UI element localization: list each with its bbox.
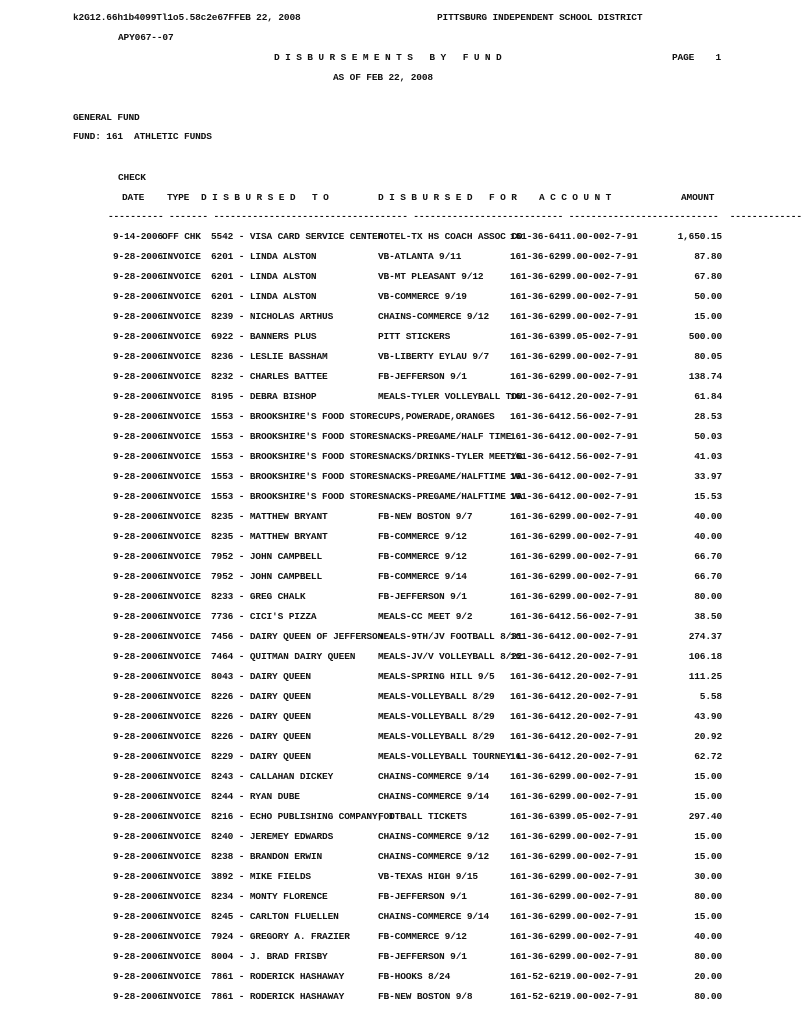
row-type: INVOICE [162, 851, 201, 862]
row-date: 9-28-2006 [113, 991, 163, 1002]
row-disbursed-to: 8244 - RYAN DUBE [211, 791, 300, 802]
row-disbursed-for: FB-COMMERCE 9/12 [378, 931, 467, 942]
row-account: 161-36-6299.00-002-7-91 [510, 271, 638, 282]
row-account: 161-36-6299.00-002-7-91 [510, 891, 638, 902]
row-date: 9-28-2006 [113, 631, 163, 642]
row-date: 9-14-2006 [113, 231, 163, 242]
row-date: 9-28-2006 [113, 751, 163, 762]
row-amount: 15.53 [694, 491, 722, 502]
row-amount: 50.03 [694, 431, 722, 442]
row-account: 161-36-6299.00-002-7-91 [510, 851, 638, 862]
row-type: INVOICE [162, 491, 201, 502]
row-date: 9-28-2006 [113, 371, 163, 382]
row-amount: 43.90 [694, 711, 722, 722]
row-date: 9-28-2006 [113, 451, 163, 462]
row-type: INVOICE [162, 351, 201, 362]
row-amount: 40.00 [694, 931, 722, 942]
row-amount: 15.00 [694, 311, 722, 322]
row-type: INVOICE [162, 891, 201, 902]
table-row [0, 671, 770, 691]
row-type: INVOICE [162, 811, 201, 822]
table-row [0, 291, 770, 311]
row-disbursed-to: 1553 - BROOKSHIRE'S FOOD STORE [211, 431, 378, 442]
row-account: 161-36-6299.00-002-7-91 [510, 791, 638, 802]
row-disbursed-for: VB-COMMERCE 9/19 [378, 291, 467, 302]
row-account: 161-36-6412.20-002-7-91 [510, 751, 638, 762]
row-disbursed-for: FB-JEFFERSON 9/1 [378, 951, 467, 962]
row-disbursed-for: VB-TEXAS HIGH 9/15 [378, 871, 478, 882]
row-type: INVOICE [162, 611, 201, 622]
row-disbursed-to: 7861 - RODERICK HASHAWAY [211, 971, 345, 982]
row-date: 9-28-2006 [113, 351, 163, 362]
table-row [0, 331, 770, 351]
row-amount: 66.70 [694, 571, 722, 582]
row-account: 161-52-6219.00-002-7-91 [510, 991, 638, 1002]
row-disbursed-for: SNACKS-PREGAME/HALF TIME [378, 431, 512, 442]
row-disbursed-to: 8232 - CHARLES BATTEE [211, 371, 328, 382]
row-type: OFF CHK [162, 231, 201, 242]
row-amount: 67.80 [694, 271, 722, 282]
row-account: 161-36-6299.00-002-7-91 [510, 371, 638, 382]
row-disbursed-for: CHAINS-COMMERCE 9/14 [378, 771, 490, 782]
table-row [0, 691, 770, 711]
table-row [0, 431, 770, 451]
row-amount: 106.18 [688, 651, 722, 662]
row-type: INVOICE [162, 411, 201, 422]
row-amount: 28.53 [694, 411, 722, 422]
row-amount: 1,650.15 [677, 231, 722, 242]
row-date: 9-28-2006 [113, 831, 163, 842]
row-date: 9-28-2006 [113, 511, 163, 522]
row-type: INVOICE [162, 771, 201, 782]
column-account: A C C O U N T [539, 192, 612, 203]
row-date: 9-28-2006 [113, 811, 163, 822]
row-disbursed-for: VB-MT PLEASANT 9/12 [378, 271, 484, 282]
row-type: INVOICE [162, 931, 201, 942]
row-amount: 33.97 [694, 471, 722, 482]
row-account: 161-36-6299.00-002-7-91 [510, 871, 638, 882]
table-row [0, 911, 770, 931]
row-account: 161-36-6412.00-002-7-91 [510, 431, 638, 442]
column-disbursed-to: D I S B U R S E D T O [201, 192, 329, 203]
row-disbursed-for: MEALS-TYLER VOLLEYBALL TOU [378, 391, 523, 402]
row-amount: 61.84 [694, 391, 722, 402]
row-disbursed-to: 6922 - BANNERS PLUS [211, 331, 317, 342]
table-row [0, 851, 770, 871]
table-row [0, 611, 770, 631]
row-disbursed-for: FOOTBALL TICKETS [378, 811, 467, 822]
row-disbursed-for: FB-JEFFERSON 9/1 [378, 891, 467, 902]
table-row [0, 351, 770, 371]
row-disbursed-to: 8239 - NICHOLAS ARTHUS [211, 311, 334, 322]
table-row [0, 891, 770, 911]
row-amount: 87.80 [694, 251, 722, 262]
row-account: 161-36-6299.00-002-7-91 [510, 511, 638, 522]
table-row [0, 871, 770, 891]
row-account: 161-36-6299.00-002-7-91 [510, 931, 638, 942]
row-type: INVOICE [162, 571, 201, 582]
row-date: 9-28-2006 [113, 651, 163, 662]
row-disbursed-for: FB-JEFFERSON 9/1 [378, 371, 467, 382]
row-disbursed-for: MEALS-9TH/JV FOOTBALL 8/31 [378, 631, 523, 642]
row-account: 161-36-6412.00-002-7-91 [510, 471, 638, 482]
row-amount: 40.00 [694, 531, 722, 542]
row-disbursed-for: MEALS-VOLLEYBALL TOURNEY L [378, 751, 523, 762]
row-disbursed-for: FB-COMMERCE 9/12 [378, 531, 467, 542]
row-date: 9-28-2006 [113, 771, 163, 782]
fund-group: GENERAL FUND [73, 112, 140, 123]
row-type: INVOICE [162, 591, 201, 602]
table-row [0, 711, 770, 731]
row-amount: 30.00 [694, 871, 722, 882]
row-disbursed-for: FB-HOOKS 8/24 [378, 971, 451, 982]
row-type: INVOICE [162, 471, 201, 482]
row-account: 161-52-6219.00-002-7-91 [510, 971, 638, 982]
row-account: 161-36-6411.00-002-7-91 [510, 231, 638, 242]
row-date: 9-28-2006 [113, 391, 163, 402]
row-disbursed-for: CHAINS-COMMERCE 9/12 [378, 851, 490, 862]
row-disbursed-to: 8195 - DEBRA BISHOP [211, 391, 317, 402]
row-disbursed-for: CHAINS-COMMERCE 9/14 [378, 911, 490, 922]
row-account: 161-36-6399.05-002-7-91 [510, 331, 638, 342]
row-type: INVOICE [162, 371, 201, 382]
column-check: CHECK [118, 172, 146, 183]
row-amount: 111.25 [688, 671, 722, 682]
row-disbursed-for: MEALS-CC MEET 9/2 [378, 611, 473, 622]
row-account: 161-36-6299.00-002-7-91 [510, 251, 638, 262]
table-row [0, 951, 770, 971]
row-account: 161-36-6299.00-002-7-91 [510, 291, 638, 302]
row-amount: 15.00 [694, 791, 722, 802]
row-type: INVOICE [162, 431, 201, 442]
table-row [0, 811, 770, 831]
table-row [0, 591, 770, 611]
table-row [0, 791, 770, 811]
row-type: INVOICE [162, 331, 201, 342]
row-account: 161-36-6412.20-002-7-91 [510, 731, 638, 742]
row-disbursed-to: 1553 - BROOKSHIRE'S FOOD STORE [211, 451, 378, 462]
row-account: 161-36-6412.56-002-7-91 [510, 611, 638, 622]
table-row [0, 231, 770, 251]
row-amount: 20.00 [694, 971, 722, 982]
row-account: 161-36-6299.00-002-7-91 [510, 531, 638, 542]
row-date: 9-28-2006 [113, 971, 163, 982]
row-amount: 20.92 [694, 731, 722, 742]
row-disbursed-to: 8235 - MATTHEW BRYANT [211, 531, 328, 542]
row-disbursed-for: FB-COMMERCE 9/14 [378, 571, 467, 582]
row-amount: 38.50 [694, 611, 722, 622]
row-amount: 50.00 [694, 291, 722, 302]
row-date: 9-28-2006 [113, 611, 163, 622]
table-row [0, 971, 770, 991]
row-type: INVOICE [162, 391, 201, 402]
row-amount: 500.00 [688, 331, 722, 342]
district-name: PITTSBURG INDEPENDENT SCHOOL DISTRICT [437, 12, 643, 23]
table-row [0, 391, 770, 411]
row-disbursed-to: 8226 - DAIRY QUEEN [211, 711, 311, 722]
row-account: 161-36-6412.20-002-7-91 [510, 651, 638, 662]
row-date: 9-28-2006 [113, 571, 163, 582]
row-disbursed-to: 7456 - DAIRY QUEEN OF JEFFERSON [211, 631, 384, 642]
row-type: INVOICE [162, 631, 201, 642]
row-disbursed-for: CHAINS-COMMERCE 9/12 [378, 831, 490, 842]
row-type: INVOICE [162, 551, 201, 562]
row-amount: 274.37 [688, 631, 722, 642]
row-type: INVOICE [162, 311, 201, 322]
row-disbursed-for: FB-JEFFERSON 9/1 [378, 591, 467, 602]
table-row [0, 271, 770, 291]
table-row [0, 571, 770, 591]
row-disbursed-to: 8043 - DAIRY QUEEN [211, 671, 311, 682]
row-disbursed-for: FB-NEW BOSTON 9/8 [378, 991, 473, 1002]
row-disbursed-for: PITT STICKERS [378, 331, 451, 342]
table-row [0, 751, 770, 771]
row-account: 161-36-6299.00-002-7-91 [510, 911, 638, 922]
row-amount: 41.03 [694, 451, 722, 462]
row-disbursed-to: 7924 - GREGORY A. FRAZIER [211, 931, 350, 942]
table-row [0, 731, 770, 751]
page-label: PAGE [672, 52, 695, 63]
row-disbursed-to: 7464 - QUITMAN DAIRY QUEEN [211, 651, 356, 662]
row-disbursed-to: 8226 - DAIRY QUEEN [211, 691, 311, 702]
row-disbursed-to: 8234 - MONTY FLORENCE [211, 891, 328, 902]
table-row [0, 471, 770, 491]
table-row [0, 411, 770, 431]
row-type: INVOICE [162, 451, 201, 462]
table-row [0, 311, 770, 331]
row-disbursed-for: FB-NEW BOSTON 9/7 [378, 511, 473, 522]
row-type: INVOICE [162, 991, 201, 1002]
table-row [0, 251, 770, 271]
row-disbursed-for: SNACKS-PREGAME/HALFTIME VA [378, 491, 523, 502]
row-type: INVOICE [162, 251, 201, 262]
row-disbursed-to: 8238 - BRANDON ERWIN [211, 851, 323, 862]
row-type: INVOICE [162, 531, 201, 542]
row-type: INVOICE [162, 971, 201, 982]
row-date: 9-28-2006 [113, 871, 163, 882]
column-disbursed-for: D I S B U R S E D F O R [378, 192, 517, 203]
fund-line: FUND: 161 ATHLETIC FUNDS [73, 131, 212, 142]
row-type: INVOICE [162, 951, 201, 962]
row-disbursed-to: 1553 - BROOKSHIRE'S FOOD STORE [211, 411, 378, 422]
row-type: INVOICE [162, 871, 201, 882]
row-account: 161-36-6412.20-002-7-91 [510, 671, 638, 682]
table-row [0, 931, 770, 951]
row-disbursed-for: HOTEL-TX HS COACH ASSOC CO [378, 231, 523, 242]
row-disbursed-for: MEALS-VOLLEYBALL 8/29 [378, 711, 495, 722]
row-date: 9-28-2006 [113, 731, 163, 742]
row-disbursed-to: 5542 - VISA CARD SERVICE CENTER [211, 231, 384, 242]
column-date: DATE [122, 192, 145, 203]
row-disbursed-to: 8236 - LESLIE BASSHAM [211, 351, 328, 362]
row-type: INVOICE [162, 911, 201, 922]
row-date: 9-28-2006 [113, 551, 163, 562]
row-date: 9-28-2006 [113, 471, 163, 482]
row-disbursed-to: 8004 - J. BRAD FRISBY [211, 951, 328, 962]
row-disbursed-to: 7861 - RODERICK HASHAWAY [211, 991, 345, 1002]
row-disbursed-for: MEALS-VOLLEYBALL 8/29 [378, 691, 495, 702]
row-amount: 80.05 [694, 351, 722, 362]
row-type: INVOICE [162, 291, 201, 302]
row-date: 9-28-2006 [113, 891, 163, 902]
row-disbursed-to: 8226 - DAIRY QUEEN [211, 731, 311, 742]
row-type: INVOICE [162, 751, 201, 762]
row-disbursed-to: 8229 - DAIRY QUEEN [211, 751, 311, 762]
row-disbursed-to: 8233 - GREG CHALK [211, 591, 306, 602]
row-amount: 80.00 [694, 591, 722, 602]
row-disbursed-to: 8235 - MATTHEW BRYANT [211, 511, 328, 522]
row-date: 9-28-2006 [113, 591, 163, 602]
row-disbursed-for: SNACKS-PREGAME/HALFTIME VA [378, 471, 523, 482]
row-amount: 80.00 [694, 891, 722, 902]
row-account: 161-36-6299.00-002-7-91 [510, 591, 638, 602]
row-type: INVOICE [162, 271, 201, 282]
row-amount: 62.72 [694, 751, 722, 762]
row-date: 9-28-2006 [113, 671, 163, 682]
row-date: 9-28-2006 [113, 251, 163, 262]
row-account: 161-36-6412.56-002-7-91 [510, 411, 638, 422]
program-code: APY067--07 [118, 32, 174, 43]
row-type: INVOICE [162, 711, 201, 722]
row-amount: 80.00 [694, 991, 722, 1002]
row-type: INVOICE [162, 691, 201, 702]
row-date: 9-28-2006 [113, 531, 163, 542]
row-account: 161-36-6299.00-002-7-91 [510, 571, 638, 582]
row-account: 161-36-6299.00-002-7-91 [510, 951, 638, 962]
row-disbursed-for: MEALS-VOLLEYBALL 8/29 [378, 731, 495, 742]
row-disbursed-to: 7952 - JOHN CAMPBELL [211, 551, 323, 562]
row-disbursed-to: 3892 - MIKE FIELDS [211, 871, 311, 882]
row-account: 161-36-6299.00-002-7-91 [510, 831, 638, 842]
row-disbursed-for: SNACKS/DRINKS-TYLER MEET/B [378, 451, 523, 462]
row-date: 9-28-2006 [113, 411, 163, 422]
row-amount: 15.00 [694, 771, 722, 782]
row-disbursed-for: CUPS,POWERADE,ORANGES [378, 411, 495, 422]
row-account: 161-36-6412.20-002-7-91 [510, 691, 638, 702]
row-type: INVOICE [162, 731, 201, 742]
page-number: 1 [715, 52, 721, 63]
row-account: 161-36-6412.20-002-7-91 [510, 711, 638, 722]
row-type: INVOICE [162, 651, 201, 662]
table-row [0, 771, 770, 791]
report-title: D I S B U R S E M E N T S B Y F U N D [274, 52, 502, 63]
row-disbursed-for: FB-COMMERCE 9/12 [378, 551, 467, 562]
row-date: 9-28-2006 [113, 691, 163, 702]
row-account: 161-36-6412.00-002-7-91 [510, 631, 638, 642]
header-rule: ---------- ------- ----------------------------------- --------------------------- --------------------------- ------------- [108, 211, 802, 222]
table-row [0, 511, 770, 531]
row-date: 9-28-2006 [113, 911, 163, 922]
table-row [0, 491, 770, 511]
row-disbursed-to: 1553 - BROOKSHIRE'S FOOD STORE [211, 471, 378, 482]
row-disbursed-to: 8240 - JEREMEY EDWARDS [211, 831, 334, 842]
row-disbursed-to: 6201 - LINDA ALSTON [211, 291, 317, 302]
row-date: 9-28-2006 [113, 291, 163, 302]
table-row [0, 451, 770, 471]
row-disbursed-to: 8243 - CALLAHAN DICKEY [211, 771, 334, 782]
row-disbursed-for: MEALS-JV/V VOLLEYBALL 8/22 [378, 651, 523, 662]
row-disbursed-for: VB-ATLANTA 9/11 [378, 251, 462, 262]
row-amount: 15.00 [694, 831, 722, 842]
row-amount: 80.00 [694, 951, 722, 962]
row-amount: 15.00 [694, 911, 722, 922]
row-disbursed-for: VB-LIBERTY EYLAU 9/7 [378, 351, 490, 362]
row-amount: 297.40 [688, 811, 722, 822]
row-amount: 66.70 [694, 551, 722, 562]
row-disbursed-to: 6201 - LINDA ALSTON [211, 271, 317, 282]
report-id: k2G12.66h1b4099Tl1o5.58c2e67FFEB 22, 2008 [73, 12, 301, 23]
row-date: 9-28-2006 [113, 491, 163, 502]
row-date: 9-28-2006 [113, 791, 163, 802]
row-date: 9-28-2006 [113, 311, 163, 322]
row-date: 9-28-2006 [113, 431, 163, 442]
row-disbursed-to: 8245 - CARLTON FLUELLEN [211, 911, 339, 922]
row-type: INVOICE [162, 671, 201, 682]
row-amount: 15.00 [694, 851, 722, 862]
as-of-date: AS OF FEB 22, 2008 [333, 72, 433, 83]
table-row [0, 991, 770, 1011]
row-account: 161-36-6299.00-002-7-91 [510, 771, 638, 782]
row-account: 161-36-6412.56-002-7-91 [510, 451, 638, 462]
table-row [0, 631, 770, 651]
row-disbursed-to: 8216 - ECHO PUBLISHING COMPANY, I [211, 811, 395, 822]
column-amount: AMOUNT [681, 192, 715, 203]
row-account: 161-36-6412.00-002-7-91 [510, 491, 638, 502]
column-type: TYPE [167, 192, 190, 203]
table-row [0, 531, 770, 551]
row-disbursed-to: 7952 - JOHN CAMPBELL [211, 571, 323, 582]
row-date: 9-28-2006 [113, 931, 163, 942]
row-account: 161-36-6299.00-002-7-91 [510, 551, 638, 562]
row-amount: 5.58 [699, 691, 722, 702]
row-disbursed-for: MEALS-SPRING HILL 9/5 [378, 671, 495, 682]
row-account: 161-36-6412.20-002-7-91 [510, 391, 638, 402]
row-date: 9-28-2006 [113, 951, 163, 962]
row-date: 9-28-2006 [113, 331, 163, 342]
table-row [0, 551, 770, 571]
row-type: INVOICE [162, 791, 201, 802]
row-date: 9-28-2006 [113, 271, 163, 282]
row-account: 161-36-6299.00-002-7-91 [510, 351, 638, 362]
row-disbursed-to: 1553 - BROOKSHIRE'S FOOD STORE [211, 491, 378, 502]
row-type: INVOICE [162, 511, 201, 522]
row-type: INVOICE [162, 831, 201, 842]
row-date: 9-28-2006 [113, 711, 163, 722]
table-row [0, 651, 770, 671]
table-row [0, 371, 770, 391]
row-disbursed-to: 7736 - CICI'S PIZZA [211, 611, 317, 622]
row-account: 161-36-6399.05-002-7-91 [510, 811, 638, 822]
row-amount: 40.00 [694, 511, 722, 522]
row-disbursed-for: CHAINS-COMMERCE 9/14 [378, 791, 490, 802]
row-account: 161-36-6299.00-002-7-91 [510, 311, 638, 322]
row-date: 9-28-2006 [113, 851, 163, 862]
table-row [0, 831, 770, 851]
row-disbursed-to: 6201 - LINDA ALSTON [211, 251, 317, 262]
row-disbursed-for: CHAINS-COMMERCE 9/12 [378, 311, 490, 322]
row-amount: 138.74 [688, 371, 722, 382]
